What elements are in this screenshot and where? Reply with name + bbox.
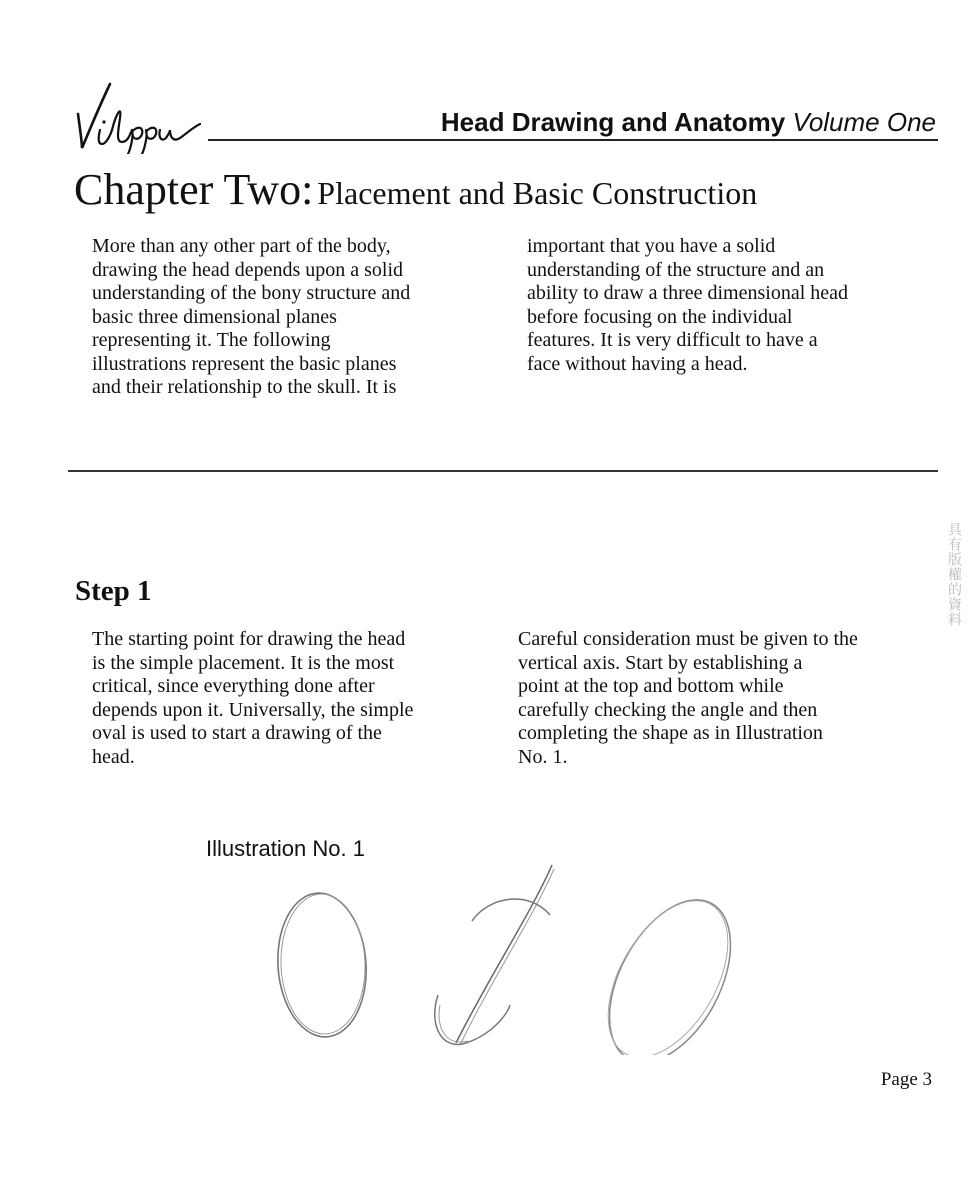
chapter-heading — [74, 164, 757, 215]
copyright-watermark: 具有版權的資料 — [946, 522, 962, 627]
header-rule — [208, 139, 938, 141]
series-title — [441, 107, 936, 138]
step-heading: Step 1 — [75, 575, 152, 607]
page-number: Page 3 — [880, 1069, 932, 1090]
simple-oval-sketch — [273, 890, 371, 1040]
intro-paragraph-right: important that you have a solid understanding of the structure and an ability to draw a three dimensional head before focusing on the individual features. It is very difficult to have a face without having a head. — [527, 235, 849, 375]
step-paragraph-left: The starting point for drawing the head is the simple placement. It is the most critical, since everything done after depends upon it. Universally, the simple oval is used to start a drawing of the head. — [92, 628, 414, 768]
oval-construction-illustration — [260, 855, 740, 1055]
step-paragraph-right: Careful consideration must be given to the vertical axis. Start by establishing a point at the top and bottom while carefully checking the angle and then completing the shape as in Illustration No. 1. — [518, 628, 858, 768]
illustration-label: Illustration No. 1 — [206, 836, 365, 861]
vilppu-signature-logo — [70, 74, 230, 154]
chapter-subtitle: Placement and Basic Construction — [317, 175, 758, 211]
section-divider — [68, 470, 938, 472]
tilted-oval-sketch — [583, 880, 740, 1055]
axis-oval-sketch — [435, 865, 554, 1045]
series-title-bold: Head Drawing and Anatomy — [440, 107, 786, 137]
series-volume: Volume One — [792, 107, 936, 137]
intro-paragraph-left: More than any other part of the body, drawing the head depends upon a solid understanding of the bony structure and basic three dimensional planes representing it. The following illustrations represent the basic planes and their relationship to the skull. It is — [92, 235, 411, 398]
chapter-label: Chapter Two: — [74, 165, 314, 214]
